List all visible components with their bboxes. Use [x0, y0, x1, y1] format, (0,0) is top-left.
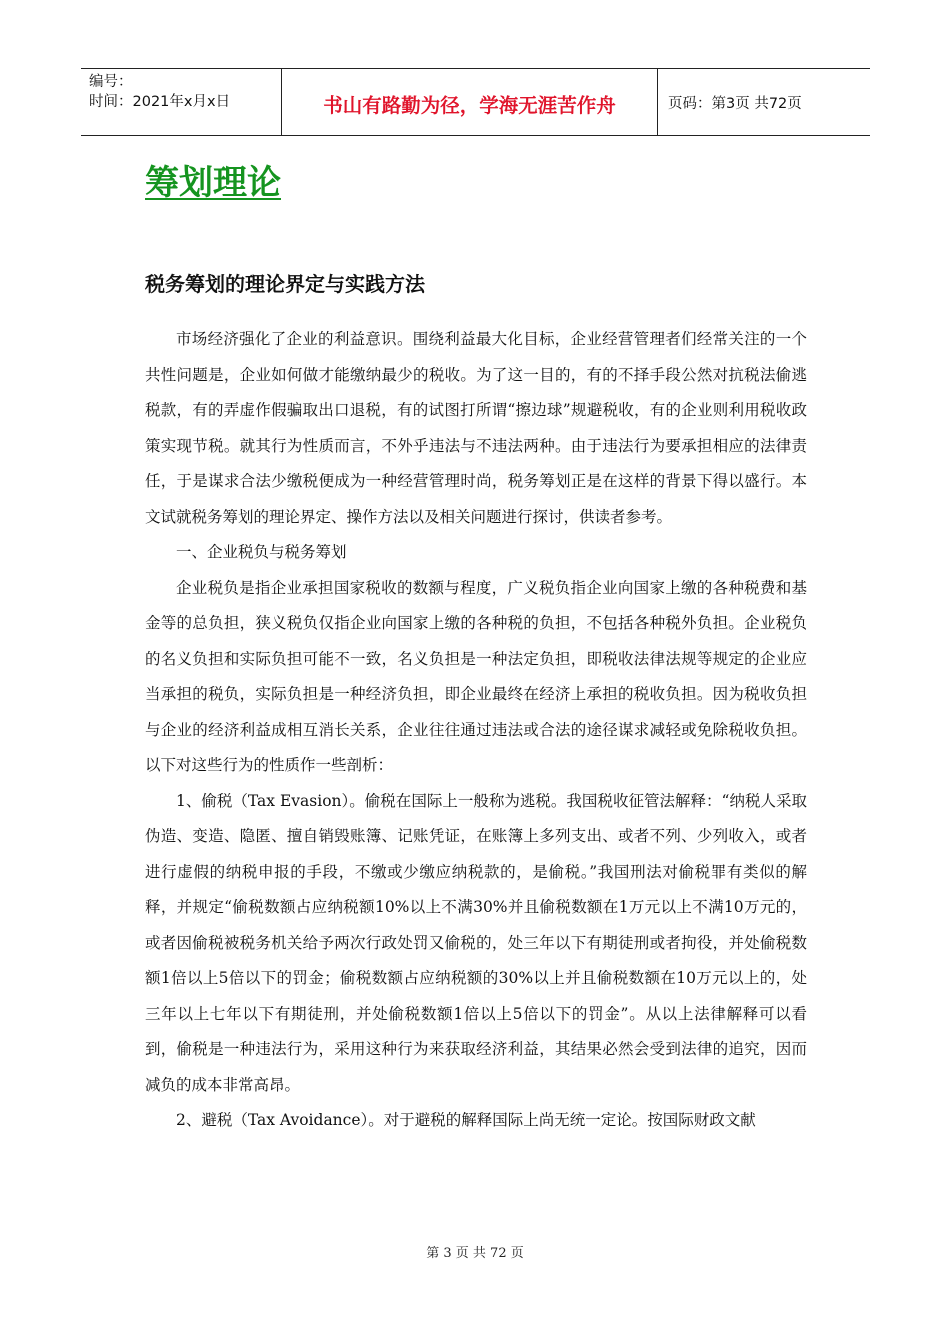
header-meta-cell: [81, 69, 282, 135]
document-main-title[interactable]: 筹划理论: [145, 163, 281, 203]
document-time-label: 时间：2021年x月x日: [89, 94, 231, 110]
header-motto: 书山有路勤为径，学海无涯苦作舟: [323, 94, 616, 117]
paragraph-tax-burden: 企业税负是指企业承担国家税收的数额与程度，广义税负指企业向国家上缴的各种税费和基金等的总负担，狭义税负仅指企业向国家上缴的各种税的负担，不包括各种税外负担。企业税负的名义负担和实际负担可能不一致，名义负担是一种法定负担，即税收法律法规等规定的企业应当承担的税负，实际负担是一种经济负担，即企业最终在经济上承担的税收负担。因为税收负担与企业的经济利益成相互消长关系，企业往往通过违法或合法的途径谋求减轻或免除税收负担。以下对这些行为的性质作一些剖析：: [145, 578, 807, 774]
article-title: 税务筹划的理论界定与实践方法: [145, 272, 425, 296]
header-page-info: 页码：第3页 共72页: [668, 95, 802, 112]
header-motto-cell: [282, 69, 658, 135]
paragraph-tax-avoidance: 2、避税（Tax Avoidance）。对于避税的解释国际上尚无统一定论。按国际财政文献: [176, 1111, 756, 1129]
paragraph-tax-evasion: 1、偷税（Tax Evasion）。偷税在国际上一般称为逃税。我国税收征管法解释：“纳税人采取伪造、变造、隐匿、擅自销毁账簿、记账凭证，在账簿上多列支出、或者不列、少列收入，或者进行虚假的纳税申报的手段，不缴或少缴应纳税款的，是偷税。”我国刑法对偷税罪有类似的解释，并规定“偷税数额占应纳税额10%以上不满30%并且偷税数额在1万元以上不满10万元的，或者因偷税被税务机关给予两次行政处罚又偷税的，处三年以下有期徒刑或者拘役，并处偷税数额1倍以上5倍以下的罚金；偷税数额占应纳税额的30%以上并且偷税数额在10万元以上的，处三年以上七年以下有期徒刑，并处偷税数额1倍以上5倍以下的罚金”。从以上法律解释可以看到，偷税是一种违法行为，采用这种行为来获取经济利益，其结果必然会受到法律的追究，因而减负的成本非常高昂。: [145, 791, 807, 1094]
paragraph-intro: 市场经济强化了企业的利益意识。围绕利益最大化目标，企业经营管理者们经常关注的一个共性问题是，企业如何做才能缴纳最少的税收。为了这一目的，有的不择手段公然对抗税法偷逃税款，有的弄虚作假骗取出口退税，有的试图打所谓“擦边球”规避税收，有的企业则利用税收政策实现节税。就其行为性质而言，不外乎违法与不违法两种。由于违法行为要承担相应的法律责任，于是谋求合法少缴税便成为一种经营管理时尚，税务筹划正是在这样的背景下得以盛行。本文试就税务筹划的理论界定、操作方法以及相关问题进行探讨，供读者参考。: [145, 330, 807, 526]
document-number-label: 编号：: [89, 74, 133, 90]
section-heading-1: 一、企业税负与税务筹划: [176, 543, 347, 561]
page-footer: [0, 1244, 950, 1264]
page-header: [81, 68, 870, 136]
footer-page-number: 第 3 页 共 72 页: [426, 1246, 524, 1261]
header-page-cell: [658, 69, 870, 135]
article-body: [145, 322, 807, 1139]
